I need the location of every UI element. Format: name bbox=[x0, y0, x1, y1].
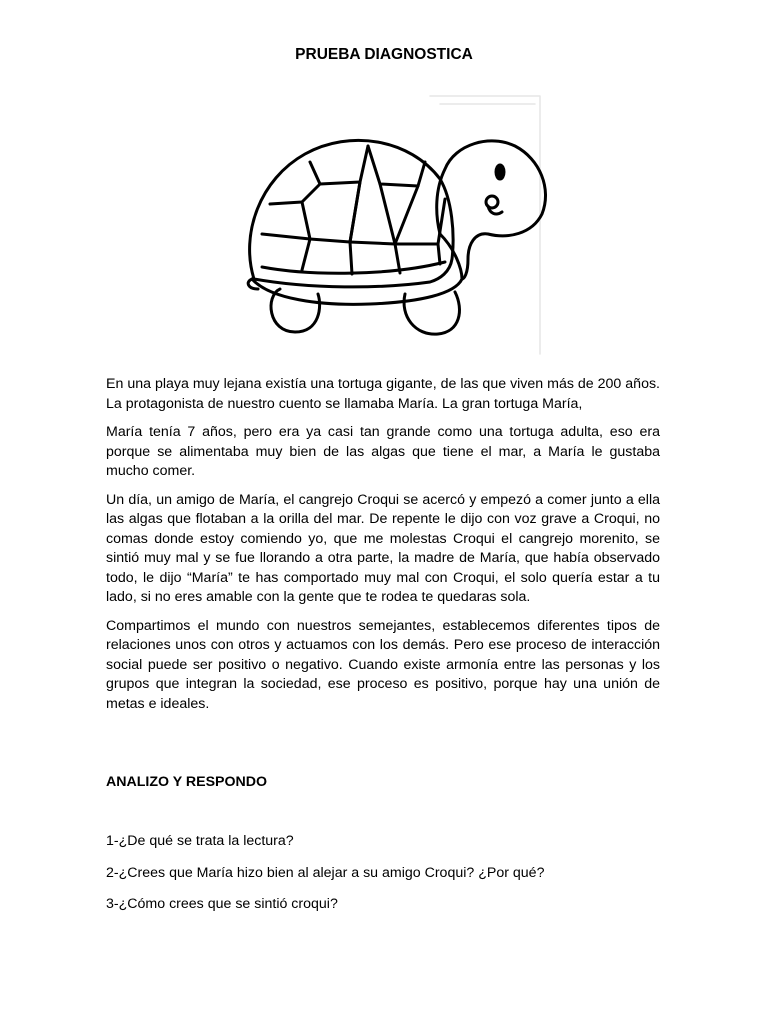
question-item: 2-¿Crees que María hizo bien al alejar a su amigo Croqui? ¿Por qué? bbox=[106, 864, 545, 881]
paragraph: En una playa muy lejana existía una tortuga gigante, de las que viven más de 200 años. La protagonista de nuestro cuento se llamaba María. La gran tortuga María, bbox=[106, 376, 660, 412]
question-item: 3-¿Cómo crees que se sintió croqui? bbox=[106, 896, 338, 912]
section-title: ANALIZO Y RESPONDO bbox=[106, 774, 268, 790]
question-list bbox=[106, 832, 544, 927]
reading-text bbox=[106, 375, 660, 723]
paragraph: Un día, un amigo de María, el cangrejo Croqui se acercó y empezó a comer junto a ella las algas que flotaban a la orilla del mar. De repente le dijo con voz grave a Croqui, no comas donde estoy comiendo yo, que me molestas Croqui el cangrejo morenito, se sintió muy mal y se fue llorando a otra parte, la madre de María, que había observado todo, le dijo “María” te has comportado muy mal con Croqui, el solo quería estar a tu lado, si no eres amable con la gente que te rodea te quedaras sola. bbox=[106, 491, 660, 605]
question-item: 1-¿De qué se trata la lectura? bbox=[106, 833, 294, 849]
page-title: PRUEBA DIAGNOSTICA bbox=[295, 46, 473, 63]
turtle-icon bbox=[240, 84, 560, 364]
paragraph: María tenía 7 años, pero era ya casi tan grande como una tortuga adulta, eso era porque se alimentaba muy bien de las algas que tiene el mar, a María le gustaba mucho comer. bbox=[106, 424, 660, 479]
paragraph: Compartimos el mundo con nuestros semejantes, establecemos diferentes tipos de relaciones unos con otros y actuamos con los demás. Pero ese proceso de interacción social puede ser positivo o negativo. Cuando existe armonía entre las personas y los grupos que integran la sociedad, ese proceso es positivo, porque hay una unión de metas e ideales. bbox=[106, 617, 660, 712]
